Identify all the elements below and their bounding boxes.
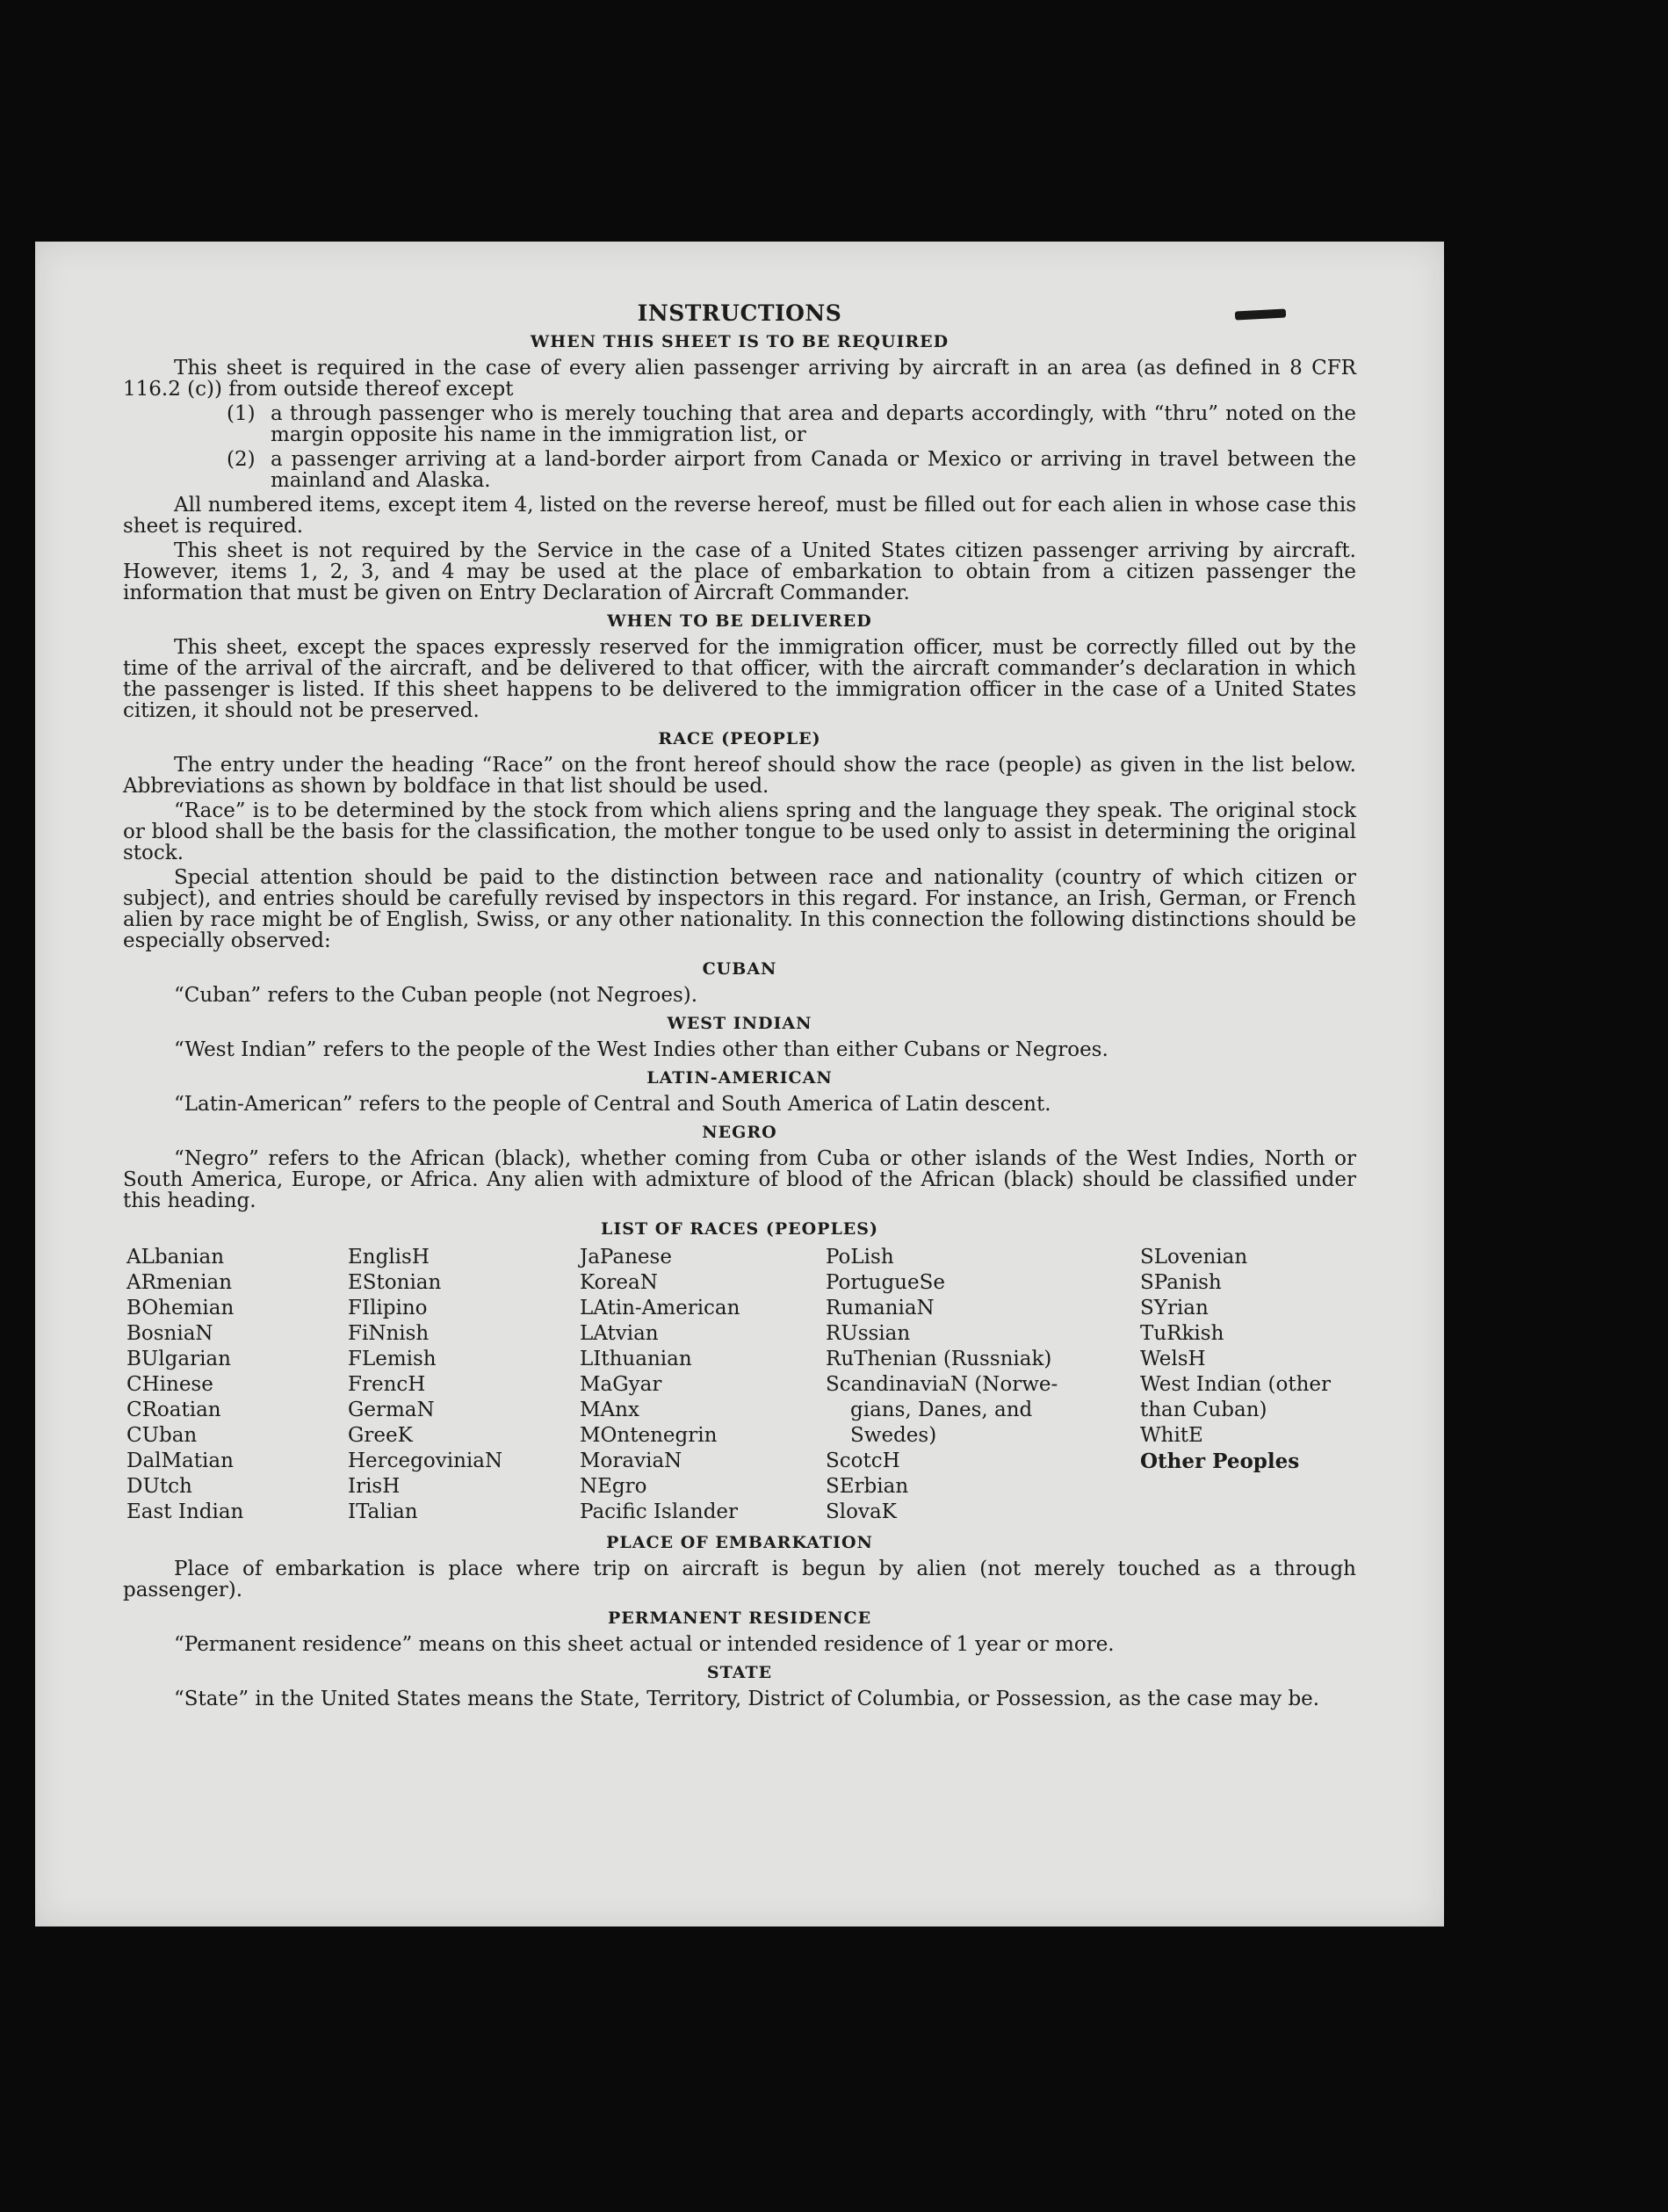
race-entry: LAtin-American: [580, 1297, 740, 1319]
race-entry: ScotcH: [826, 1449, 900, 1472]
exception-text: a through passenger who is merely touching that area and departs accordingly, with “thru” noted on the margin opposite his name in the immigration list, or: [271, 402, 1356, 446]
exception-item: [123, 403, 1356, 445]
race-entry: RuThenian (Russniak): [826, 1348, 1052, 1370]
race-entry: SPanish: [1140, 1271, 1222, 1294]
race-entry: East Indian: [126, 1500, 244, 1523]
races-column: [126, 1245, 348, 1525]
paragraph-latin-american: “Latin-American” refers to the people of Central and South America of Latin descent.: [174, 1093, 1051, 1116]
race-entry: KoreaN: [580, 1271, 658, 1294]
race-entry: gians, Danes, and: [850, 1399, 1033, 1421]
section-heading-cuban: CUBAN: [702, 959, 777, 979]
race-entry: RumaniaN: [826, 1297, 935, 1319]
race-entry: EnglisH: [348, 1246, 430, 1269]
paragraph-race-stock: “Race” is to be determined by the stock from which aliens spring and the language they speak. The original stock or blood shall be the basis for the classification, the mother tongue to be used only to assist in determining the original stock.: [123, 799, 1356, 864]
document-title: INSTRUCTIONS: [637, 300, 842, 326]
race-entry: WhitE: [1140, 1424, 1203, 1447]
races-column: [348, 1245, 580, 1525]
paragraph-race-nationality: Special attention should be paid to the distinction between race and nationality (country of which citizen or subject), and entries should be carefully revised by inspectors in this regard. For instance, an Irish, German, or French alien by race might be of English, Swiss, or any other nationality. In this connection the following distinctions should be especially observed:: [123, 866, 1356, 952]
race-entry: LIthuanian: [580, 1348, 692, 1370]
race-entry: BOhemian: [126, 1297, 235, 1319]
race-entry: Pacific Islander: [580, 1500, 739, 1523]
section-heading-when-required: WHEN THIS SHEET IS TO BE REQUIRED: [530, 332, 950, 351]
race-entry: ScandinaviaN (Norwe-: [826, 1373, 1058, 1396]
paragraph-numbered-items: All numbered items, except item 4, listed on the reverse hereof, must be filled out for each alien in whose case this sheet is required.: [123, 494, 1356, 538]
exception-number: (2): [227, 448, 256, 471]
races-column: [580, 1245, 826, 1525]
race-entry: FrencH: [348, 1373, 426, 1396]
race-entry: WelsH: [1140, 1348, 1206, 1370]
paragraph-negro: “Negro” refers to the African (black), whether coming from Cuba or other islands of the West Indies, North or South America, Europe, or Africa. Any alien with admixture of blood of the African (black) should be classified under this heading.: [123, 1147, 1356, 1212]
section-heading-list-of-races: LIST OF RACES (PEOPLES): [601, 1219, 878, 1239]
section-heading-race: RACE (PEOPLE): [658, 729, 821, 748]
race-entry: SlovaK: [826, 1500, 897, 1523]
paragraph-when-required-intro: This sheet is required in the case of every alien passenger arriving by aircraft in an area (as defined in 8 CFR 116.2 (c)) from outside thereof except: [123, 357, 1356, 401]
race-entry: BUlgarian: [126, 1348, 231, 1370]
race-entry: PortugueSe: [826, 1271, 945, 1294]
race-entry: LAtvian: [580, 1322, 659, 1345]
race-entry: SYrian: [1140, 1297, 1209, 1319]
section-heading-latin-american: LATIN-AMERICAN: [646, 1068, 833, 1088]
paragraph-citizen-passenger: This sheet is not required by the Service in the case of a United States citizen passenger arriving by aircraft. However, items 1, 2, 3, and 4 may be used at the place of embarkation to obtain from a citizen passenger the information that must be given on Entry Declaration of Aircraft Commander.: [123, 539, 1356, 604]
race-entry: MAnx: [580, 1399, 639, 1421]
race-entry: FIlipino: [348, 1297, 428, 1319]
paragraph-cuban: “Cuban” refers to the Cuban people (not Negroes).: [174, 984, 698, 1007]
race-entry: NEgro: [580, 1475, 647, 1498]
race-entry: GermaN: [348, 1399, 435, 1421]
section-heading-residence: PERMANENT RESIDENCE: [607, 1608, 872, 1628]
race-entry: FiNnish: [348, 1322, 430, 1345]
race-entry: CRoatian: [126, 1399, 221, 1421]
race-entry: ARmenian: [126, 1271, 233, 1294]
race-entry: DalMatian: [126, 1449, 234, 1472]
race-entry: IrisH: [348, 1475, 401, 1498]
race-entry: DUtch: [126, 1475, 192, 1498]
paragraph-race-entry: The entry under the heading “Race” on the front hereof should show the race (people) as given in the list below. Abbreviations as shown by boldface in that list should be used.: [123, 754, 1356, 798]
exception-item: [123, 449, 1356, 491]
race-entry: CUban: [126, 1424, 198, 1447]
race-entry: than Cuban): [1140, 1399, 1267, 1421]
race-entry: JaPanese: [580, 1246, 672, 1269]
exception-text: a passenger arriving at a land-border airport from Canada or Mexico or arriving in travel between the mainland and Alaska.: [271, 448, 1356, 492]
race-entry: TuRkish: [1140, 1322, 1224, 1345]
section-heading-embarkation: PLACE OF EMBARKATION: [606, 1533, 873, 1552]
race-entry: ITalian: [348, 1500, 418, 1523]
races-column: [826, 1245, 1140, 1525]
race-entry: MaGyar: [580, 1373, 662, 1396]
race-entry: ALbanian: [126, 1246, 225, 1269]
race-entry: MOntenegrin: [580, 1424, 718, 1447]
paragraph-when-delivered: This sheet, except the spaces expressly reserved for the immigration officer, must be correctly filled out by the time of the arrival of the aircraft, and be delivered to that officer, with the aircraft commander’s declaration in which the passenger is listed. If this sheet happens to be delivered to the immigration officer in the case of a United States citizen, it should not be preserved.: [123, 636, 1356, 722]
race-entry: Swedes): [850, 1424, 937, 1447]
race-entry: BosniaN: [126, 1322, 213, 1345]
race-entry: EStonian: [348, 1271, 442, 1294]
race-entry: MoraviaN: [580, 1449, 682, 1472]
races-column: [1140, 1245, 1360, 1525]
section-heading-west-indian: WEST INDIAN: [667, 1014, 812, 1033]
instruction-sheet: [35, 242, 1444, 1926]
race-entry: Other Peoples: [1140, 1449, 1300, 1473]
races-list: [126, 1245, 1356, 1525]
section-heading-when-delivered: WHEN TO BE DELIVERED: [607, 611, 872, 631]
race-entry: PoLish: [826, 1246, 894, 1269]
race-entry: FLemish: [348, 1348, 437, 1370]
race-entry: SErbian: [826, 1475, 909, 1498]
exception-number: (1): [227, 402, 256, 425]
race-entry: West Indian (other: [1140, 1373, 1332, 1396]
section-heading-negro: NEGRO: [702, 1123, 777, 1142]
paragraph-state: “State” in the United States means the State, Territory, District of Columbia, or Possession, as the case may be.: [174, 1688, 1320, 1710]
race-entry: CHinese: [126, 1373, 213, 1396]
race-entry: GreeK: [348, 1424, 413, 1447]
section-heading-state: STATE: [706, 1663, 773, 1682]
paragraph-residence: “Permanent residence” means on this sheet actual or intended residence of 1 year or more.: [174, 1633, 1115, 1656]
race-entry: SLovenian: [1140, 1246, 1248, 1269]
race-entry: RUssian: [826, 1322, 911, 1345]
paragraph-west-indian: “West Indian” refers to the people of the West Indies other than either Cubans or Negroes.: [174, 1038, 1108, 1061]
paragraph-embarkation: Place of embarkation is place where trip on aircraft is begun by alien (not merely touched as a through passenger).: [123, 1558, 1356, 1601]
race-entry: HercegoviniaN: [348, 1449, 503, 1472]
